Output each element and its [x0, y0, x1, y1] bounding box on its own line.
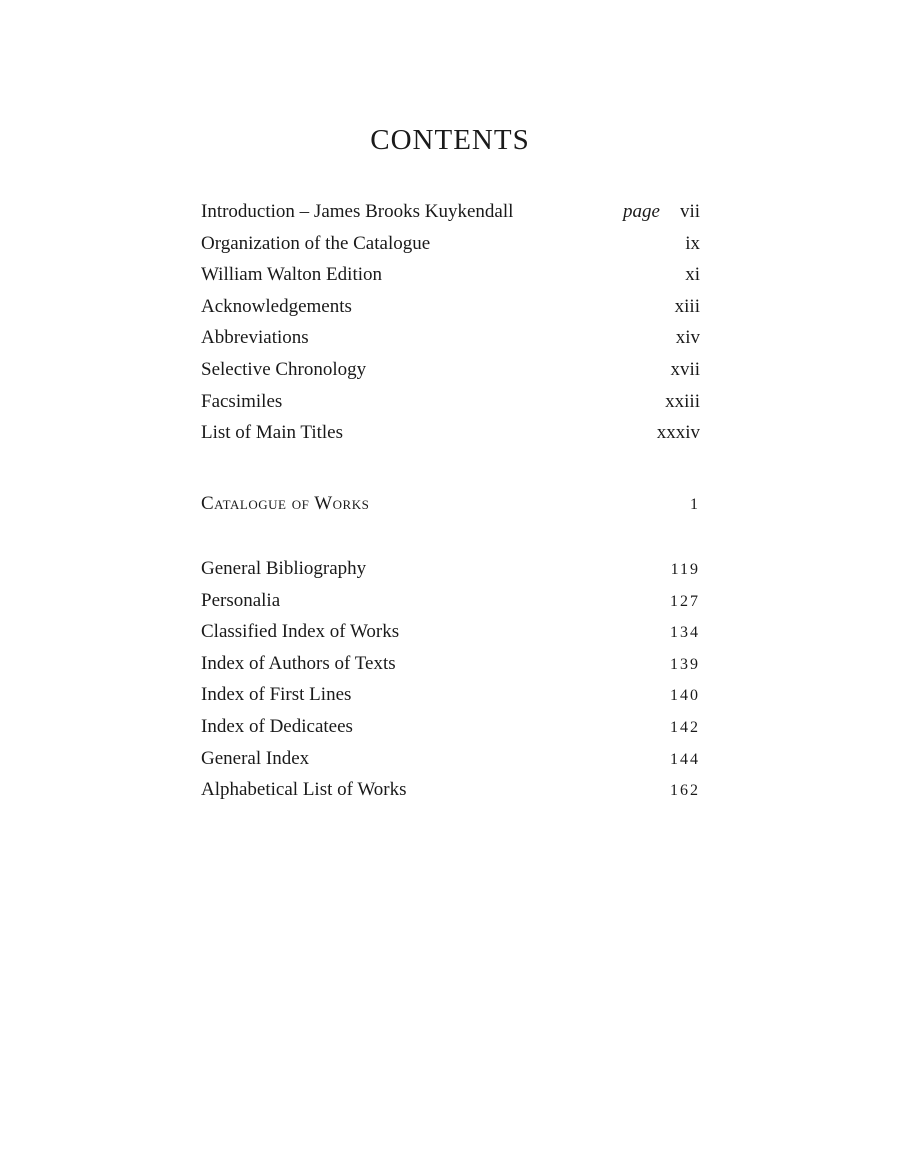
toc-entry-page: 142: [670, 718, 700, 736]
toc-entry[interactable]: [201, 743, 700, 775]
toc-entry-label: Introduction – James Brooks Kuykendall: [201, 201, 514, 222]
toc-entry-page: xiv: [675, 327, 700, 349]
page-word: page: [623, 201, 660, 222]
toc-entry-page: xxxiv: [656, 422, 700, 444]
toc-entry[interactable]: [201, 553, 700, 585]
toc-entry-page: ix: [685, 232, 700, 254]
toc-entry-page: xvii: [670, 358, 700, 380]
toc-entry-catalogue[interactable]: [201, 488, 700, 520]
toc-entry-label: List of Main Titles: [201, 422, 343, 444]
toc-entry[interactable]: [201, 711, 700, 743]
toc-entry[interactable]: [201, 259, 700, 291]
toc-entry-page: vii: [679, 201, 700, 222]
toc-entry-label: Personalia: [201, 589, 281, 611]
toc-entry-label: General Bibliography: [201, 558, 367, 579]
toc-entry[interactable]: [201, 386, 700, 418]
catalogue-section: [201, 488, 700, 520]
toc-entry[interactable]: [201, 648, 700, 680]
toc-entry-label: Facsimiles: [201, 390, 283, 412]
front-matter-list: [201, 196, 700, 449]
toc-entry-label: William Walton Edition: [201, 264, 383, 286]
page-title: CONTENTS: [370, 124, 530, 156]
toc-entry-page: 140: [670, 687, 700, 705]
toc-entry[interactable]: [201, 354, 700, 386]
toc-entry-page: 162: [670, 782, 700, 800]
toc-entry-page: 119: [670, 561, 700, 578]
back-matter-list: [201, 553, 700, 806]
toc-entry-page: 134: [670, 624, 700, 642]
toc-entry-page: 144: [670, 750, 700, 768]
toc-entry[interactable]: [201, 417, 700, 449]
toc-entry-page-ref: [623, 196, 700, 228]
toc-entry-page: xi: [685, 264, 700, 286]
toc-entry[interactable]: [201, 774, 700, 806]
toc-entry-label: Index of First Lines: [201, 684, 352, 706]
toc-entry[interactable]: [201, 679, 700, 711]
toc-entry-label: Selective Chronology: [201, 358, 367, 380]
toc-entry-label: Organization of the Catalogue: [201, 232, 431, 254]
toc-entry-label: Abbreviations: [201, 327, 309, 349]
toc-entry-page: 127: [670, 592, 700, 610]
toc-entry[interactable]: [201, 585, 700, 617]
toc-entry-page: xiii: [674, 295, 700, 317]
toc-entry-label: Classified Index of Works: [201, 621, 400, 643]
toc-entry-label: Index of Authors of Texts: [201, 652, 396, 674]
toc-entry-page: 1: [690, 496, 700, 513]
toc-entry-label: Index of Dedicatees: [201, 715, 353, 737]
toc-entry-page: xxiii: [665, 390, 700, 412]
toc-entry-label: General Index: [201, 747, 310, 769]
toc-entry-label: Acknowledgements: [201, 295, 352, 317]
toc-entry-label: Alphabetical List of Works: [201, 779, 407, 801]
toc-entry[interactable]: [201, 228, 700, 260]
toc-entry-label: Catalogue of Works: [201, 493, 370, 514]
toc-entry[interactable]: [201, 322, 700, 354]
toc-entry[interactable]: [201, 291, 700, 323]
toc-entry-page: 139: [670, 655, 700, 673]
toc-entry[interactable]: [201, 196, 700, 228]
toc-entry[interactable]: [201, 616, 700, 648]
